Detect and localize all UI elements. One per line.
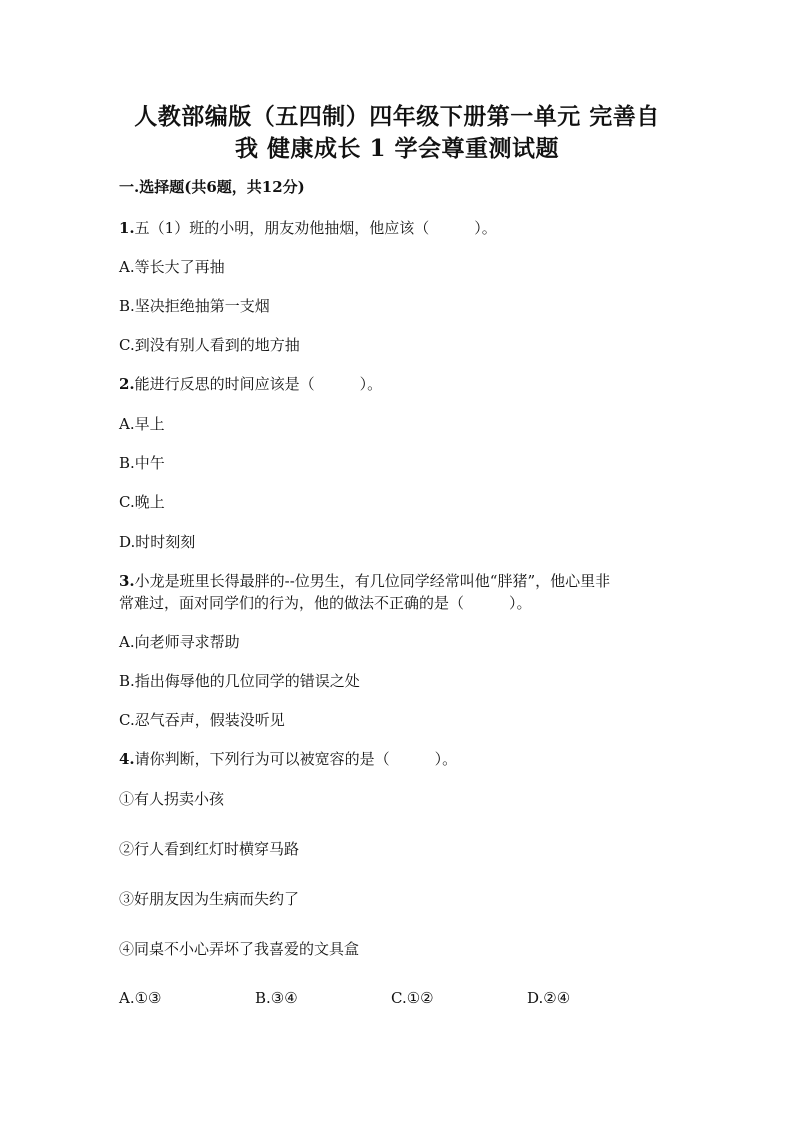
question-4-option-a: A.①③ [119,989,162,1007]
question-stem: 能进行反思的时间应该是（ ）。 [134,375,383,393]
question-number: 4. [119,750,135,768]
question-4-statement-4: ④同桌不小心弄坏了我喜爱的文具盒 [119,940,360,958]
question-1 [119,218,497,238]
question-4 [119,749,457,769]
question-4-option-b: B.③④ [255,989,298,1007]
question-number: 3. [119,572,135,590]
question-stem: 五（1）班的小明，朋友劝他抽烟，他应该（ ）。 [134,219,497,237]
question-4-statement-1: ①有人拐卖小孩 [119,790,225,808]
question-3 [119,571,610,591]
question-2-option-d: D.时时刻刻 [119,533,196,551]
question-2-option-a: A.早上 [119,415,165,433]
question-2-option-b: B.中午 [119,454,165,472]
page-title-line-1: 人教部编版（五四制）四年级下册第一单元 完善自 [134,103,660,130]
question-1-option-c: C.到没有别人看到的地方抽 [119,336,300,354]
question-stem-line-1: 小龙是班里长得最胖的--位男生，有几位同学经常叫他“胖猪”，他心里非 [134,572,611,590]
question-stem: 请你判断，下列行为可以被宽容的是（ ）。 [134,750,458,768]
question-number: 1. [119,219,135,237]
question-2 [119,374,382,394]
section-heading: 一.选择题(共6题，共12分) [119,178,305,196]
question-3-option-a: A.向老师寻求帮助 [119,633,240,651]
question-number: 2. [119,375,135,393]
page-title-line-2: 我 健康成长 1 学会尊重测试题 [234,135,560,162]
question-3-option-b: B.指出侮辱他的几位同学的错误之处 [119,672,360,690]
question-4-options [119,988,679,1008]
question-4-statement-3: ③好朋友因为生病而失约了 [119,890,300,908]
question-4-option-d: D.②④ [527,989,571,1007]
question-3-stem-line-2: 常难过，面对同学们的行为，他的做法不正确的是（ ）。 [119,594,532,612]
question-4-option-c: C.①② [391,989,434,1007]
question-2-option-c: C.晚上 [119,493,165,511]
question-1-option-b: B.坚决拒绝抽第一支烟 [119,297,270,315]
question-4-statement-2: ②行人看到红灯时横穿马路 [119,840,300,858]
question-3-option-c: C.忍气吞声，假装没听见 [119,711,285,729]
question-1-option-a: A.等长大了再抽 [119,258,225,276]
